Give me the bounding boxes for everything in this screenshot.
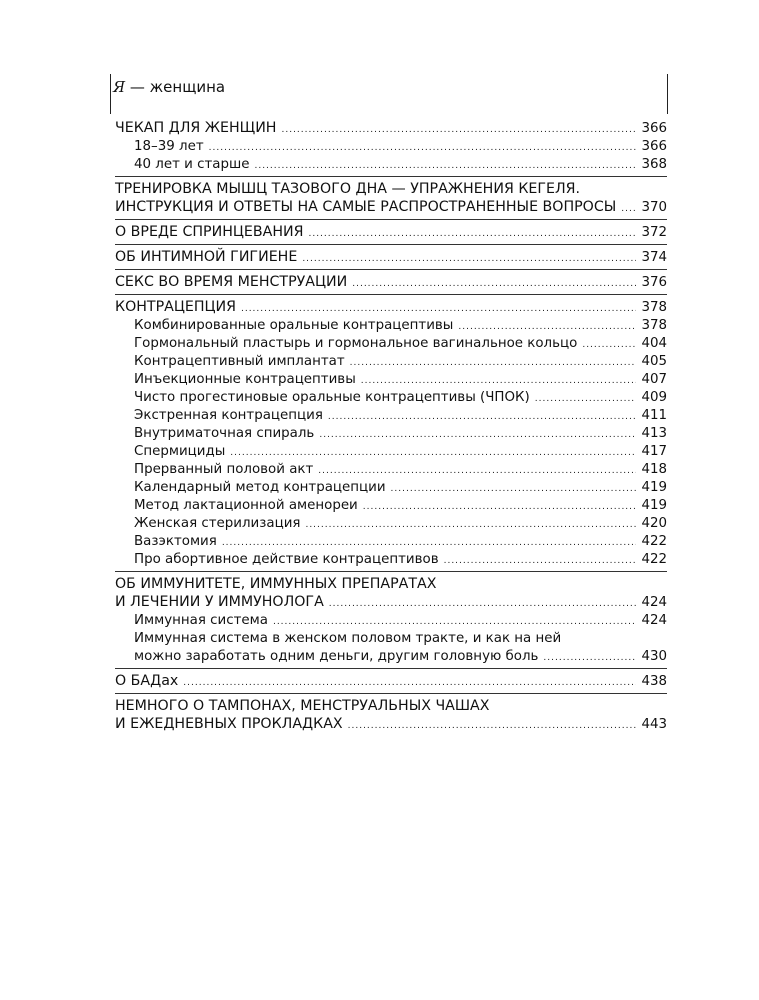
toc-leader-dots — [329, 600, 637, 609]
toc-page-number: 366 — [641, 139, 667, 154]
toc-leader-dots — [352, 280, 636, 289]
toc-page-number: 424 — [641, 613, 667, 628]
toc-entry-title: И ЕЖЕДНЕВНЫХ ПРОКЛАДКАХ — [115, 716, 343, 732]
toc-subsection-entry[interactable] — [115, 461, 667, 479]
toc-leader-dots — [318, 467, 636, 476]
toc-leader-dots — [328, 413, 637, 422]
toc-leader-dots — [254, 162, 636, 171]
toc-subsection-entry[interactable] — [115, 479, 667, 497]
toc-leader-dots — [444, 557, 637, 566]
toc-section-entry[interactable] — [115, 198, 667, 217]
toc-page-number: 430 — [641, 649, 667, 664]
toc-leader-dots — [391, 485, 637, 494]
toc-page-number: 420 — [641, 516, 667, 531]
toc-leader-dots — [305, 521, 636, 530]
toc-entry-title: Иммунная система — [134, 613, 268, 628]
toc-page-number: 405 — [641, 354, 667, 369]
toc-entry-title: ЧЕКАП ДЛЯ ЖЕНЩИН — [115, 120, 277, 136]
toc-page-number: 366 — [641, 121, 667, 136]
toc-entry-title: Прерванный половой акт — [134, 462, 314, 477]
toc-subsection-entry[interactable] — [115, 353, 667, 371]
header-left-rule — [110, 74, 111, 114]
toc-page-number: 404 — [641, 336, 667, 351]
toc-page-number: 422 — [641, 552, 667, 567]
toc-divider — [115, 176, 667, 177]
toc-leader-dots — [222, 539, 637, 548]
toc-page-number: 372 — [641, 225, 667, 240]
toc-page-number: 376 — [641, 275, 667, 290]
toc-page-number: 407 — [641, 372, 667, 387]
toc-subsection-entry[interactable] — [115, 407, 667, 425]
toc-page-number: 374 — [641, 250, 667, 265]
toc-entry-title: СЕКС ВО ВРЕМЯ МЕНСТРУАЦИИ — [115, 274, 348, 290]
toc-entry-title: Метод лактационной аменореи — [134, 498, 358, 513]
running-head — [113, 78, 225, 96]
toc-entry-title: 18–39 лет — [134, 139, 204, 154]
toc-entry-title: Комбинированные оральные контрацептивы — [134, 318, 454, 333]
toc-page-number: 370 — [641, 200, 667, 215]
toc-leader-dots — [302, 255, 636, 264]
toc-entry-title: Календарный метод контрацепции — [134, 480, 386, 495]
toc-leader-dots — [582, 341, 636, 350]
toc-section-entry[interactable] — [115, 248, 667, 267]
toc-leader-dots — [348, 722, 637, 731]
toc-leader-dots — [535, 395, 637, 404]
toc-entry-title: ТРЕНИРОВКА МЫШЦ ТАЗОВОГО ДНА — УПРАЖНЕНИЯ КЕГЕЛЯ. — [115, 181, 581, 197]
toc-entry-title: Спермициды — [134, 444, 226, 459]
toc-page-number: 419 — [641, 498, 667, 513]
toc-entry-title: Вазэктомия — [134, 534, 217, 549]
toc-entry-title: О ВРЕДЕ СПРИНЦЕВАНИЯ — [115, 224, 304, 240]
table-of-contents — [115, 119, 667, 734]
toc-entry-title: можно заработать одним деньги, другим головную боль — [134, 649, 539, 664]
toc-page-number: 418 — [641, 462, 667, 477]
toc-divider — [115, 294, 667, 295]
toc-entry-title: И ЛЕЧЕНИИ У ИММУНОЛОГА — [115, 594, 324, 610]
toc-subsection-entry[interactable] — [115, 317, 667, 335]
toc-page-number: 413 — [641, 426, 667, 441]
toc-page-number: 378 — [641, 300, 667, 315]
toc-section-entry[interactable] — [115, 180, 667, 198]
toc-page-number: 422 — [641, 534, 667, 549]
toc-leader-dots — [361, 377, 637, 386]
toc-entry-title: НЕМНОГО О ТАМПОНАХ, МЕНСТРУАЛЬНЫХ ЧАШАХ — [115, 698, 490, 714]
toc-section-entry[interactable] — [115, 273, 667, 292]
header-right-rule — [667, 74, 668, 114]
toc-leader-dots — [458, 323, 636, 332]
toc-entry-title: Про абортивное действие контрацептивов — [134, 552, 439, 567]
toc-leader-dots — [319, 431, 636, 440]
toc-leader-dots — [230, 449, 636, 458]
toc-subsection-entry[interactable] — [115, 648, 667, 666]
toc-subsection-entry[interactable] — [115, 551, 667, 569]
toc-leader-dots — [281, 126, 636, 135]
toc-subsection-entry[interactable] — [115, 138, 667, 156]
toc-entry-title: ИНСТРУКЦИЯ И ОТВЕТЫ НА САМЫЕ РАСПРОСТРАНЕННЫЕ ВОПРОСЫ — [115, 199, 617, 215]
running-head-text: — женщина — [125, 78, 226, 96]
toc-section-entry[interactable] — [115, 575, 667, 593]
toc-leader-dots — [183, 679, 636, 688]
toc-divider — [115, 668, 667, 669]
toc-entry-title: Контрацептивный имплантат — [134, 354, 345, 369]
toc-page-number: 378 — [641, 318, 667, 333]
toc-section-entry[interactable] — [115, 715, 667, 734]
toc-leader-dots — [543, 654, 636, 663]
toc-entry-title: КОНТРАЦЕПЦИЯ — [115, 299, 236, 315]
toc-entry-title: Чисто прогестиновые оральные контрацептивы (ЧПОК) — [134, 390, 530, 405]
toc-page-number: 419 — [641, 480, 667, 495]
toc-divider — [115, 219, 667, 220]
toc-subsection-entry[interactable] — [115, 156, 667, 174]
toc-entry-title: Иммунная система в женском половом тракте, и как на ней — [134, 631, 562, 646]
toc-subsection-entry[interactable] — [115, 443, 667, 461]
toc-section-entry[interactable] — [115, 697, 667, 715]
running-head-initial: Я — [113, 78, 126, 96]
toc-page-number: 411 — [641, 408, 667, 423]
toc-page-number: 417 — [641, 444, 667, 459]
toc-page-number: 443 — [641, 717, 667, 732]
toc-leader-dots — [273, 618, 636, 627]
toc-subsection-entry[interactable] — [115, 425, 667, 443]
toc-leader-dots — [621, 205, 636, 214]
toc-leader-dots — [241, 305, 636, 314]
toc-subsection-entry[interactable] — [115, 515, 667, 533]
toc-entry-title: Внутриматочная спираль — [134, 426, 315, 441]
toc-entry-title: О БАДах — [115, 673, 179, 689]
toc-leader-dots — [209, 144, 637, 153]
toc-section-entry[interactable] — [115, 119, 667, 138]
toc-entry-title: Инъекционные контрацептивы — [134, 372, 356, 387]
toc-entry-title: Гормональный пластырь и гормональное вагинальное кольцо — [134, 336, 578, 351]
toc-divider — [115, 693, 667, 694]
toc-page-number: 368 — [641, 157, 667, 172]
toc-entry-title: ОБ ИНТИМНОЙ ГИГИЕНЕ — [115, 249, 298, 265]
toc-leader-dots — [363, 503, 637, 512]
toc-subsection-entry[interactable] — [115, 533, 667, 551]
toc-leader-dots — [350, 359, 637, 368]
toc-divider — [115, 269, 667, 270]
toc-subsection-entry[interactable] — [115, 630, 667, 648]
toc-section-entry[interactable] — [115, 298, 667, 317]
toc-entry-title: 40 лет и старше — [134, 157, 250, 172]
toc-entry-title: ОБ ИММУНИТЕТЕ, ИММУННЫХ ПРЕПАРАТАХ — [115, 576, 437, 592]
toc-leader-dots — [308, 230, 636, 239]
toc-page-number: 409 — [641, 390, 667, 405]
toc-subsection-entry[interactable] — [115, 389, 667, 407]
toc-entry-title: Женская стерилизация — [134, 516, 301, 531]
toc-divider — [115, 244, 667, 245]
toc-section-entry[interactable] — [115, 223, 667, 242]
toc-section-entry[interactable] — [115, 593, 667, 612]
toc-entry-title: Экстренная контрацепция — [134, 408, 323, 423]
toc-divider — [115, 571, 667, 572]
toc-subsection-entry[interactable] — [115, 371, 667, 389]
toc-page-number: 424 — [641, 595, 667, 610]
toc-section-entry[interactable] — [115, 672, 667, 691]
toc-page-number: 438 — [641, 674, 667, 689]
toc-subsection-entry[interactable] — [115, 497, 667, 515]
toc-subsection-entry[interactable] — [115, 335, 667, 353]
toc-subsection-entry[interactable] — [115, 612, 667, 630]
